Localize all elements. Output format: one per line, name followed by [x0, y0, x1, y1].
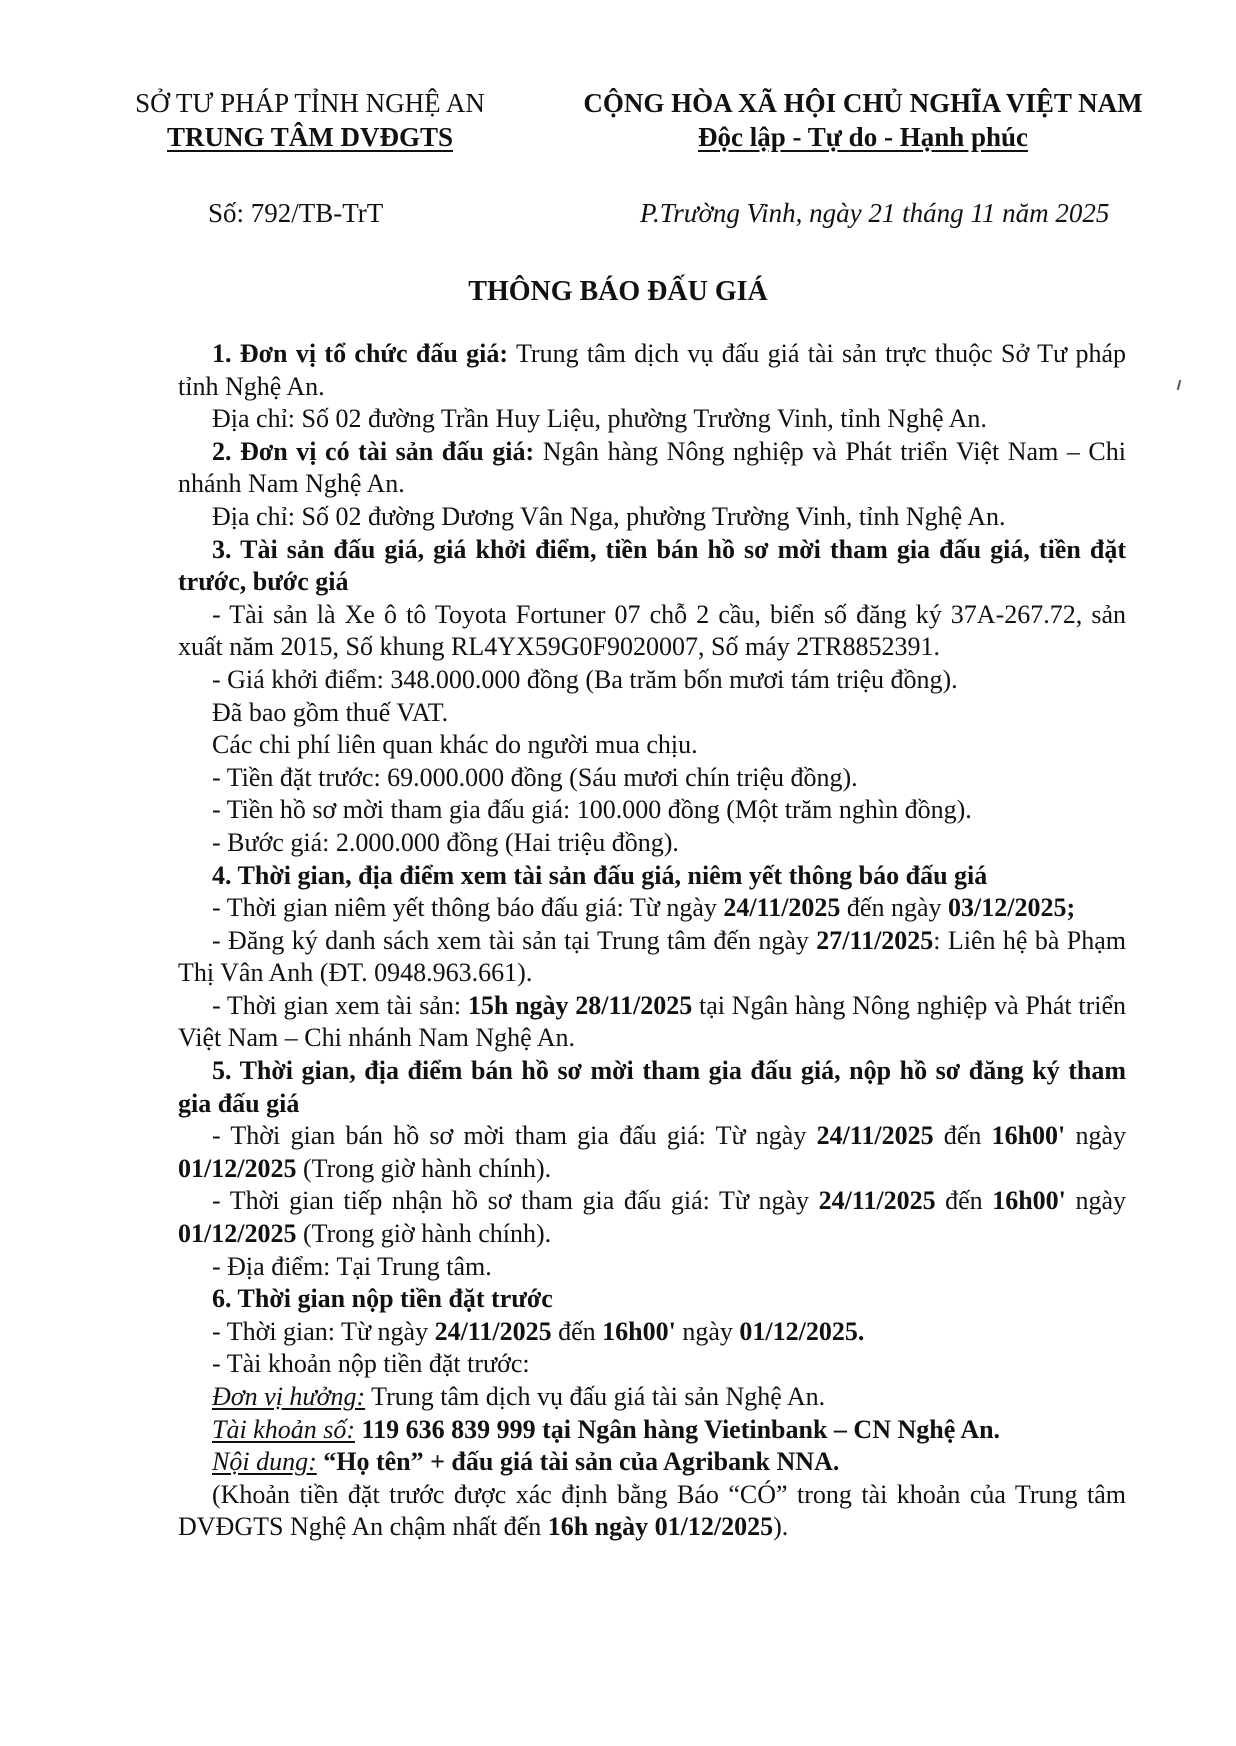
doc-number: Số: 792/TB-TrT [208, 198, 384, 228]
section-4-heading: 4. Thời gian, địa điểm xem tài sản đấu giá, niêm yết thông báo đấu giá [212, 860, 988, 890]
section-2: 2. Đơn vị có tài sản đấu giá: Ngân hàng Nông nghiệp và Phát triển Việt Nam – Chi nhánh Nam Nghệ An. [178, 436, 1126, 499]
national-block [548, 86, 1178, 154]
section-1-address: Địa chỉ: Số 02 đường Trần Huy Liệu, phường Trường Vinh, tỉnh Nghệ An. [212, 404, 987, 434]
agency-line2: TRUNG TÂM DVĐGTS [166, 122, 454, 152]
section-4-viewing: - Thời gian xem tài sản: 15h ngày 28/11/2025 tại Ngân hàng Nông nghiệp và Phát triển Việt Nam – Chi nhánh Nam Nghệ An. [178, 990, 1126, 1053]
scan-speck [1177, 380, 1182, 390]
section-6-transfer-content: Nội dung: “Họ tên” + đấu giá tài sản của Agribank NNA. [212, 1447, 840, 1477]
notice-body [178, 338, 1126, 1544]
section-4-register: - Đăng ký danh sách xem tài sản tại Trung tâm đến ngày 27/11/2025: Liên hệ bà Phạm Thị Vân Anh (ĐT. 0948.963.661). [178, 925, 1126, 988]
section-5-place: - Địa điểm: Tại Trung tâm. [212, 1251, 492, 1281]
section-6-note: (Khoản tiền đặt trước được xác định bằng Báo “CÓ” trong tài khoản của Trung tâm DVĐGTS Nghệ An chậm nhất đến 16h ngày 01/12/2025). [178, 1479, 1126, 1542]
section-6-time: - Thời gian: Từ ngày 24/11/2025 đến 16h00' ngày 01/12/2025. [212, 1316, 865, 1346]
section-1: 1. Đơn vị tổ chức đấu giá: Trung tâm dịch vụ đấu giá tài sản trực thuộc Sở Tư pháp tỉnh Nghệ An. [178, 339, 1126, 401]
section-5-receiving: - Thời gian tiếp nhận hồ sơ tham gia đấu giá: Từ ngày 24/11/2025 đến 16h00' ngày 01/12/2025 (Trong giờ hành chính). [178, 1186, 1126, 1249]
section-6-account-intro: - Tài khoản nộp tiền đặt trước: [212, 1349, 530, 1379]
agency-block [100, 86, 520, 154]
section-3-deposit: - Tiền đặt trước: 69.000.000 đồng (Sáu mươi chín triệu đồng). [212, 762, 858, 792]
motto: Độc lập - Tự do - Hạnh phúc [697, 122, 1029, 152]
page-title: THÔNG BÁO ĐẤU GIÁ [468, 276, 768, 307]
section-4-posting: - Thời gian niêm yết thông báo đấu giá: Từ ngày 24/11/2025 đến ngày 03/12/2025; [212, 893, 1076, 923]
section-6-heading: 6. Thời gian nộp tiền đặt trước [212, 1284, 553, 1314]
section-2-address: Địa chỉ: Số 02 đường Dương Vân Nga, phường Trường Vinh, tỉnh Nghệ An. [212, 501, 1006, 531]
section-3-dossier-fee: - Tiền hồ sơ mời tham gia đấu giá: 100.000 đồng (Một trăm nghìn đồng). [212, 795, 972, 825]
country-name: CỘNG HÒA XÃ HỘI CHỦ NGHĨA VIỆT NAM [583, 88, 1143, 118]
section-3-heading: 3. Tài sản đấu giá, giá khởi điểm, tiền bán hồ sơ mời tham gia đấu giá, tiền đặt trước, bước giá [178, 534, 1126, 597]
section-3-costs: Các chi phí liên quan khác do người mua chịu. [212, 730, 698, 760]
section-3-vat: Đã bao gồm thuế VAT. [212, 697, 449, 727]
section-6-beneficiary: Đơn vị hưởng: Trung tâm dịch vụ đấu giá tài sản Nghệ An. [212, 1382, 826, 1411]
section-5-selling: - Thời gian bán hồ sơ mời tham gia đấu giá: Từ ngày 24/11/2025 đến 16h00' ngày 01/12/2025 (Trong giờ hành chính). [178, 1121, 1127, 1183]
section-3-step: - Bước giá: 2.000.000 đồng (Hai triệu đồng). [212, 827, 679, 857]
agency-line1: SỞ TƯ PHÁP TỈNH NGHỆ AN [135, 88, 485, 118]
section-6-account-number: Tài khoản số: 119 636 839 999 tại Ngân hàng Vietinbank – CN Nghệ An. [212, 1414, 1001, 1444]
section-3-asset: - Tài sản là Xe ô tô Toyota Fortuner 07 chỗ 2 cầu, biển số đăng ký 37A-267.72, sản xuất năm 2015, Số khung RL4YX59G0F9020007, Số máy 2TR8852391. [178, 599, 1126, 662]
section-5-heading: 5. Thời gian, địa điểm bán hồ sơ mời tham gia đấu giá, nộp hồ sơ đăng ký tham gia đấu giá [178, 1056, 1126, 1118]
section-3-start-price: - Giá khởi điểm: 348.000.000 đồng (Ba trăm bốn mươi tám triệu đồng). [212, 664, 958, 694]
place-date: P.Trường Vinh, ngày 21 tháng 11 năm 2025 [640, 198, 1110, 228]
